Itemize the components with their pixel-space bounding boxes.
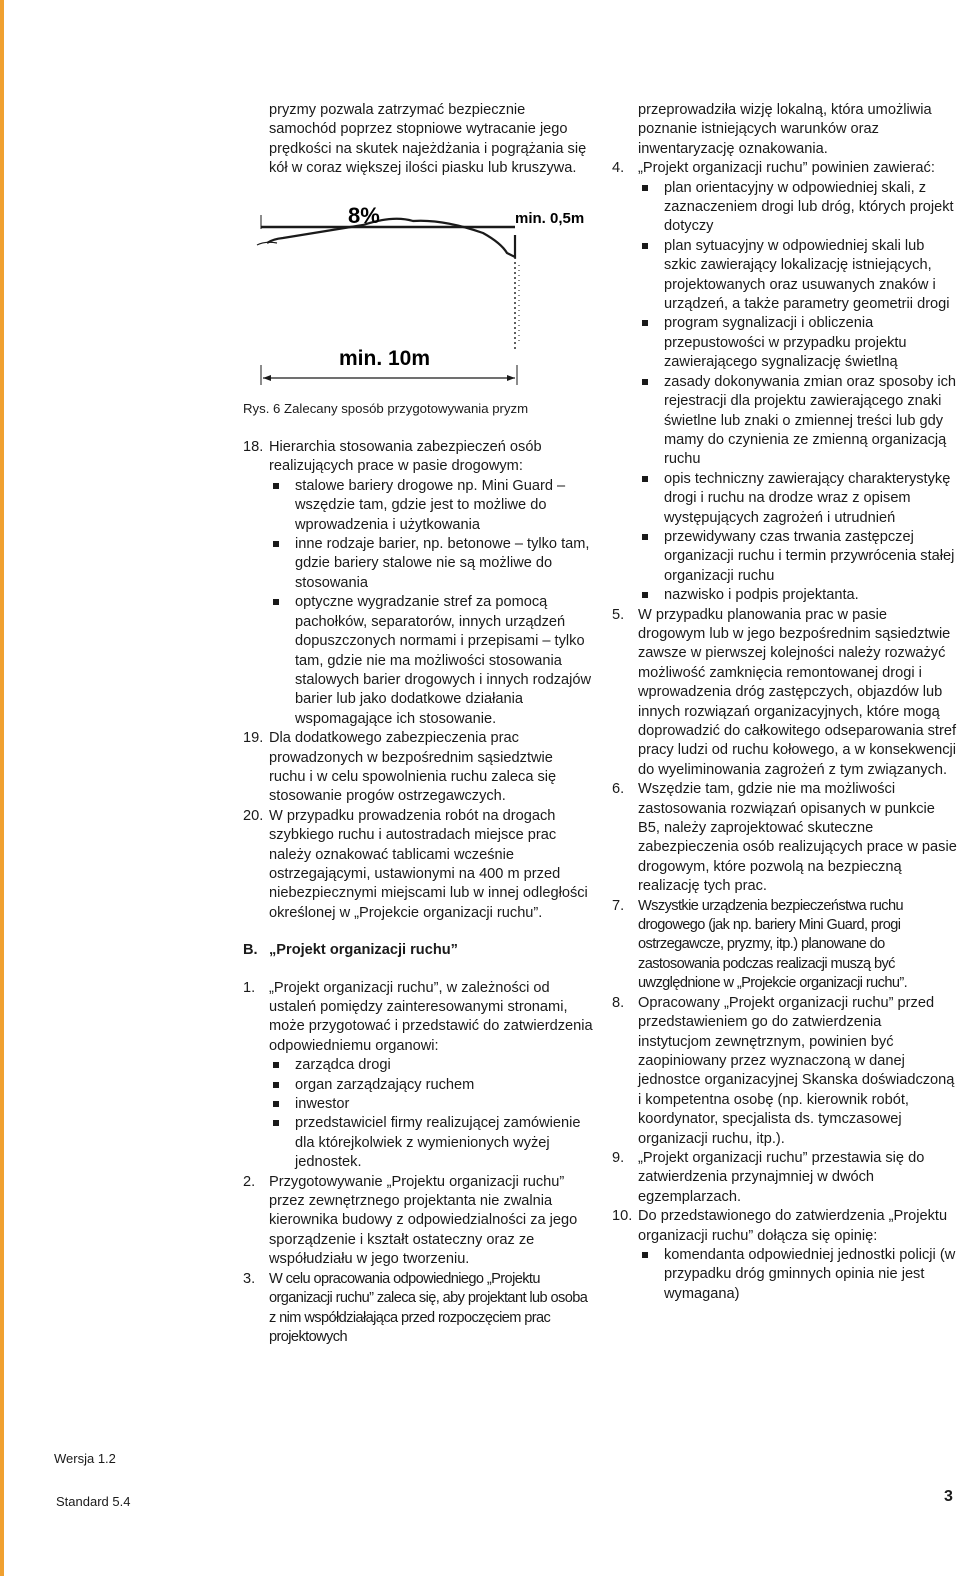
b-item-4 [612, 159, 958, 605]
right-continuation: przeprowadziła wizję lokalną, która umożliwia poznanie istniejących warunków oraz inwentaryzację oznakowania. [638, 102, 932, 157]
bullet-text: inwestor [295, 1096, 350, 1113]
bullet-item [295, 1056, 593, 1075]
section-letter: B. [243, 942, 258, 959]
b-item-1 [243, 979, 593, 1173]
bullet-item [664, 237, 958, 315]
bullet-square-icon [642, 320, 648, 326]
b-item-3 [243, 1270, 593, 1348]
bullet-square-icon [273, 599, 279, 605]
left-column [243, 101, 593, 1347]
item-text: Przygotowywanie „Projektu organizacji ruchu” przez zewnętrznego projektanta nie zwalnia kierownika budowy z odpowiedzialności za jego sporządzenie i kształt ostateczny oraz ze współudziału w jego tworzeniu. [269, 1173, 578, 1268]
bullet-square-icon [273, 541, 279, 547]
bullet-text: przewidywany czas trwania zastępczej organizacji ruchu i termin przywrócenia stałej organizacji ruchu [664, 528, 955, 584]
page-number: 3 [944, 1488, 953, 1505]
bullet-text: przedstawiciel firmy realizującej zamówienie dla którejkolwiek z wymienionych wyżej jednostek. [295, 1115, 581, 1171]
bullet-text: inne rodzaje barier, np. betonowe – tylko tam, gdzie bariery stalowe nie są możliwe do stosowania [295, 536, 590, 591]
item-number: 2. [243, 1173, 256, 1190]
bullet-text: plan sytuacyjny w odpowiedniej skali lub szkic zawierający lokalizację istniejących, projektowanych oraz usuwanych znaków i urządzeń, a także parametry geometrii drogi [664, 237, 950, 313]
bullet-list [638, 179, 958, 606]
b-item-9 [612, 1149, 958, 1207]
item-number: 7. [612, 897, 625, 914]
bullet-item [295, 535, 593, 593]
item-text: W przypadku planowania prac w pasie drogowym lub w jego bezpośrednim sąsiedztwie zawsze w pierwszej kolejności należy rozważyć możliwość zamknięcia remontowanej drogi i wprowadzenia dróg zastępczych, objazdów lub innych rozwiązań organizacyjnych, które mogą doprowadzić do całkowitego odseparowania stref pracy ludzi od ruchu kołowego, a w konsekwencji do wyeliminowania zagrożeń z tym związanych. [638, 606, 957, 778]
item-text: Wszędzie tam, gdzie nie ma możliwości zastosowania rozwiązań opisanych w punkcie B5, należy zaprojektować skuteczne zabezpieczenia osób realizujących prace w pasie drogowym, które pozwolą na bezpieczną realizację tych prac. [638, 781, 957, 895]
b-item-2 [243, 1173, 593, 1270]
pryzm-figure [243, 195, 593, 395]
item-number: 1. [243, 979, 256, 996]
mound-toe [257, 242, 277, 245]
bullet-list [269, 1056, 593, 1172]
bullet-item [664, 470, 958, 528]
item-text: Opracowany „Projekt organizacji ruchu” przed przedstawieniem go do zatwierdzenia instytucjom zewnętrznym, powinien być zaopiniowany przez wyznaczoną w danej jednostce organizacyjnej Skanska doświadczoną i kompetentna osobę (np. kierownik robót, koordynator, specjalista ds. tymczasowej organizacji ruchu, itp.). [638, 994, 955, 1147]
item-text: W celu opracowania odpowiedniego „Projektu organizacji ruchu” zaleca się, aby projektant lub osoba z nim współdziałająca przed rozpoczęciem prac projektowych [269, 1270, 588, 1345]
bullet-square-icon [273, 1101, 279, 1107]
depth-zone [511, 257, 519, 345]
bullet-text: nazwisko i podpis projektanta. [664, 587, 859, 604]
dim-arrow-right [507, 375, 515, 381]
list-item-18 [243, 438, 593, 729]
bullet-list [638, 1246, 958, 1304]
slope-label: 8% [348, 202, 380, 228]
bullet-item [664, 528, 958, 586]
bullet-item [295, 477, 593, 535]
item-number: 19. [243, 730, 264, 747]
figure-caption: Rys. 6 Zalecany sposób przygotowywania pryzm [243, 400, 529, 416]
gravel-mound [267, 218, 515, 256]
item-text: W przypadku prowadzenia robót na drogach szybkiego ruchu i autostradach miejsce prac należy oznakować tablicami wcześnie ostrzegającymi, ustawionymi na 400 m przed niebezpiecznymi miejscami lub w innej odległości określonej w „Projekcie organizacji ruchu”. [269, 807, 588, 921]
bullet-square-icon [273, 483, 279, 489]
item-text: Hierarchia stosowania zabezpieczeń osób realizujących prace w pasie drogowym: [269, 439, 542, 475]
bullet-text: komendanta odpowiedniej jednostki policji (w przypadku dróg gminnych opinia nie jest wymagana) [664, 1246, 956, 1302]
height-label: min. 0,5m [515, 209, 585, 227]
bullet-list [269, 477, 593, 729]
item-text: „Projekt organizacji ruchu” powinien zawierać: [638, 160, 935, 177]
item-number: 18. [243, 439, 264, 456]
list-item-20 [243, 807, 593, 923]
item-number: 4. [612, 160, 625, 177]
item-text: Do przedstawionego do zatwierdzenia „Projektu organizacji ruchu” dołącza się opinię: [638, 1208, 948, 1244]
bullet-square-icon [273, 1062, 279, 1068]
bullet-square-icon [642, 534, 648, 540]
b-item-5 [612, 606, 958, 781]
bullet-text: optyczne wygradzanie stref za pomocą pachołków, separatorów, innych urządzeń dopuszczonych normami i przepisami – tylko tam, gdzie nie ma możliwości stosowania stalowych barier drogowych i innych rodzajów barier lub jako dodatkowe działania wspomagające ich stosowanie. [295, 594, 592, 727]
bullet-item [664, 314, 958, 372]
bullet-item [295, 1095, 593, 1114]
item-number: 3. [243, 1270, 256, 1287]
bullet-square-icon [273, 1082, 279, 1088]
bullet-item [664, 1246, 958, 1304]
bullet-item [295, 593, 593, 729]
item-number: 10. [612, 1208, 633, 1225]
bullet-text: opis techniczny zawierający charakterystykę drogi i ruchu na drodze wraz z opisem występujących zagrożeń i utrudnień [664, 470, 951, 526]
section-title: „Projekt organizacji ruchu” [269, 942, 458, 959]
b-item-10 [612, 1207, 958, 1304]
pryzm-diagram [243, 195, 593, 395]
bullet-square-icon [273, 1120, 279, 1126]
bullet-text: stalowe bariery drogowe np. Mini Guard – wszędzie tam, gdzie jest to możliwe do wprowadzenia i użytkowania [295, 477, 566, 533]
bullet-square-icon [642, 476, 648, 482]
item-text: Dla dodatkowego zabezpieczenia prac prowadzonych w bezpośrednim sąsiedztwie ruchu i w celu spowolnienia ruchu zaleca się stosowanie progów ostrzegawczych. [269, 730, 557, 805]
bullet-item [664, 586, 958, 605]
bullet-text: zasady dokonywania zmian oraz sposoby ich rejestracji dla projektu zawierającego znaki świetlne lub znaki o zmiennej treści lub gdy mamy do czynienia ze zmienną organizacją ruchu [664, 373, 957, 468]
right-column [612, 101, 958, 1304]
bullet-square-icon [642, 379, 648, 385]
bullet-text: plan orientacyjny w odpowiedniej skali, z zaznaczeniem drogi lub dróg, których projekt dotyczy [664, 179, 954, 235]
section-b-heading [243, 941, 593, 960]
left-intro-paragraph: pryzmy pozwala zatrzymać bezpiecznie samochód poprzez stopniowe wytracanie jego prędkości na skutek najeżdżania i pogrążania się kół w coraz większej ilości piasku lub kruszywa. [269, 102, 587, 177]
bullet-square-icon [642, 592, 648, 598]
item-number: 9. [612, 1149, 625, 1166]
bullet-text: zarządca drogi [295, 1057, 391, 1074]
bullet-item [295, 1076, 593, 1095]
item-number: 6. [612, 781, 625, 798]
bullet-text: organ zarządzający ruchem [295, 1076, 475, 1093]
version-label: Wersja 1.2 [54, 1451, 116, 1466]
bullet-item [664, 373, 958, 470]
item-text: „Projekt organizacji ruchu”, w zależności od ustaleń pomiędzy zainteresowanymi stronami, może przygotować i przedstawić do zatwierdzenia odpowiedniemu organowi: [269, 979, 593, 1054]
bullet-item [295, 1114, 593, 1172]
item-number: 5. [612, 606, 625, 623]
bullet-text: program sygnalizacji i obliczenia przepustowości w przypadku projektu zawierającego sygnalizację świetlną [664, 315, 907, 371]
bullet-square-icon [642, 243, 648, 249]
page-edge-stripe [0, 0, 4, 1576]
item-text: Wszystkie urządzenia bezpieczeństwa ruchu drogowego (jak np. bariery Mini Guard, progi ostrzegawcze, pryzmy, itp.) planowane do zastosowania podczas realizacji muszą być uwzględnione w „Projekcie organizacji ruchu”. [638, 897, 908, 992]
dim-arrow-left [263, 375, 271, 381]
bullet-item [664, 179, 958, 237]
length-label: min. 10m [339, 346, 431, 370]
item-number: 8. [612, 994, 625, 1011]
b-item-8 [612, 994, 958, 1149]
bullet-square-icon [642, 1252, 648, 1258]
list-item-19 [243, 729, 593, 807]
bullet-square-icon [642, 185, 648, 191]
b-item-6 [612, 780, 958, 896]
item-number: 20. [243, 807, 264, 824]
b-item-7 [612, 897, 958, 994]
standard-label: Standard 5.4 [56, 1494, 131, 1509]
item-text: „Projekt organizacji ruchu” przestawia się do zatwierdzenia przynajmniej w dwóch egzemplarzach. [638, 1149, 925, 1205]
